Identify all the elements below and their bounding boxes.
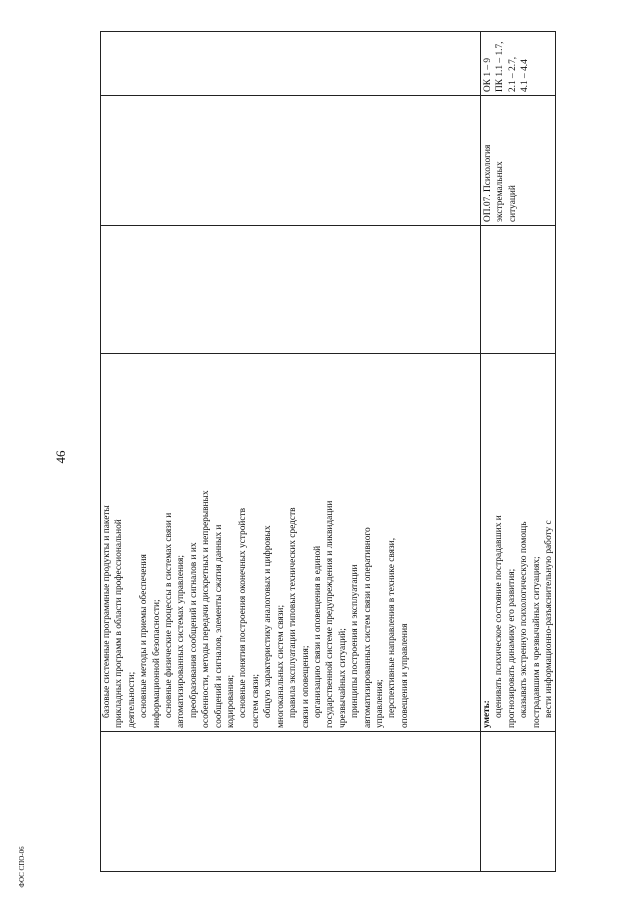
discipline-line: ОП.07. Психология: [483, 144, 493, 222]
competencies-cell: [481, 32, 556, 96]
text-line: принципы построения и эксплуатации: [350, 564, 361, 718]
table-row-skills: [481, 32, 556, 872]
text-line: информационной безопасности;: [151, 599, 162, 728]
table-row-knowledge: [101, 32, 481, 872]
competency-line: ПК 1.1 – 1.7,: [495, 41, 506, 92]
cell-empty-col3: [481, 226, 556, 354]
text-line: оценивать психическое состояние пострадавших и: [494, 515, 505, 718]
text-line: организацию связи и оповещения в единой: [312, 545, 323, 718]
cell-empty-col5: [101, 32, 481, 96]
text-line: автоматизированных систем связи и оперативного: [362, 527, 373, 728]
text-line: деятельности;: [126, 671, 137, 728]
text-line: пострадавшим в чрезвычайных ситуациях;: [531, 556, 542, 728]
text-line: общую характеристику аналоговых и цифровых: [263, 525, 274, 718]
text-line: прикладных программ в области профессиональной: [114, 519, 125, 728]
skills-heading: уметь:: [482, 700, 492, 728]
text-line: основные понятия построения оконечных устройств: [238, 507, 249, 718]
text-line: особенности, методы передачи дискретных и непрерывных: [201, 490, 212, 728]
text-line: чрезвычайных ситуаций;: [337, 628, 348, 728]
footer-code: ФОС СПО-06: [18, 846, 26, 888]
text-line: сообщений и сигналов, элементы сжатия данных и: [213, 524, 224, 728]
text-line: основные методы и приемы обеспечения: [139, 554, 150, 718]
text-line: базовые системные программные продукты и пакеты: [102, 505, 112, 718]
competency-line: 2.1 – 2.7,: [507, 56, 518, 92]
cell-empty-col1: [481, 732, 556, 872]
text-line: прогнозировать динамику его развития;: [506, 568, 517, 728]
rotated-table-container: [100, 32, 555, 872]
skills-text-cell: [481, 354, 556, 732]
text-line: вести информационно-разъяснительную работу с: [544, 520, 555, 718]
text-line: основные физические процессы в системах связи и: [164, 512, 175, 718]
text-line: преобразования сообщений и сигналов и их: [188, 542, 199, 718]
text-line: оказывать экстренную психологическую помощь: [519, 521, 530, 718]
discipline-line: экстремальных: [495, 161, 506, 222]
cell-empty-col4: [101, 96, 481, 226]
text-line: систем связи;: [250, 674, 261, 728]
competency-line: 4.1 – 4.4: [520, 59, 531, 92]
text-line: правила эксплуатации типовых технических средств: [288, 507, 299, 718]
cell-empty-col3: [101, 226, 481, 354]
competency-table: [100, 31, 556, 872]
text-line: управления;: [374, 679, 385, 728]
cell-empty-col1: [101, 732, 481, 872]
text-line: перспективные направления в технике связи,: [387, 537, 398, 718]
text-line: государственной системе предупреждения и ликвидации: [325, 500, 336, 728]
competency-line: ОК 1 – 9: [483, 57, 493, 92]
knowledge-text-cell: [101, 354, 481, 732]
text-line: многоканальных систем связи;: [275, 604, 286, 728]
text-line: кодирования;: [226, 674, 237, 728]
discipline-line: ситуаций: [507, 185, 518, 222]
text-line: оповещения и управления: [399, 623, 410, 728]
text-line: автоматизированных системах управления;: [176, 555, 187, 728]
text-line: связи и оповещения;: [300, 645, 311, 728]
discipline-cell: [481, 96, 556, 226]
page-number: 46: [53, 450, 68, 464]
